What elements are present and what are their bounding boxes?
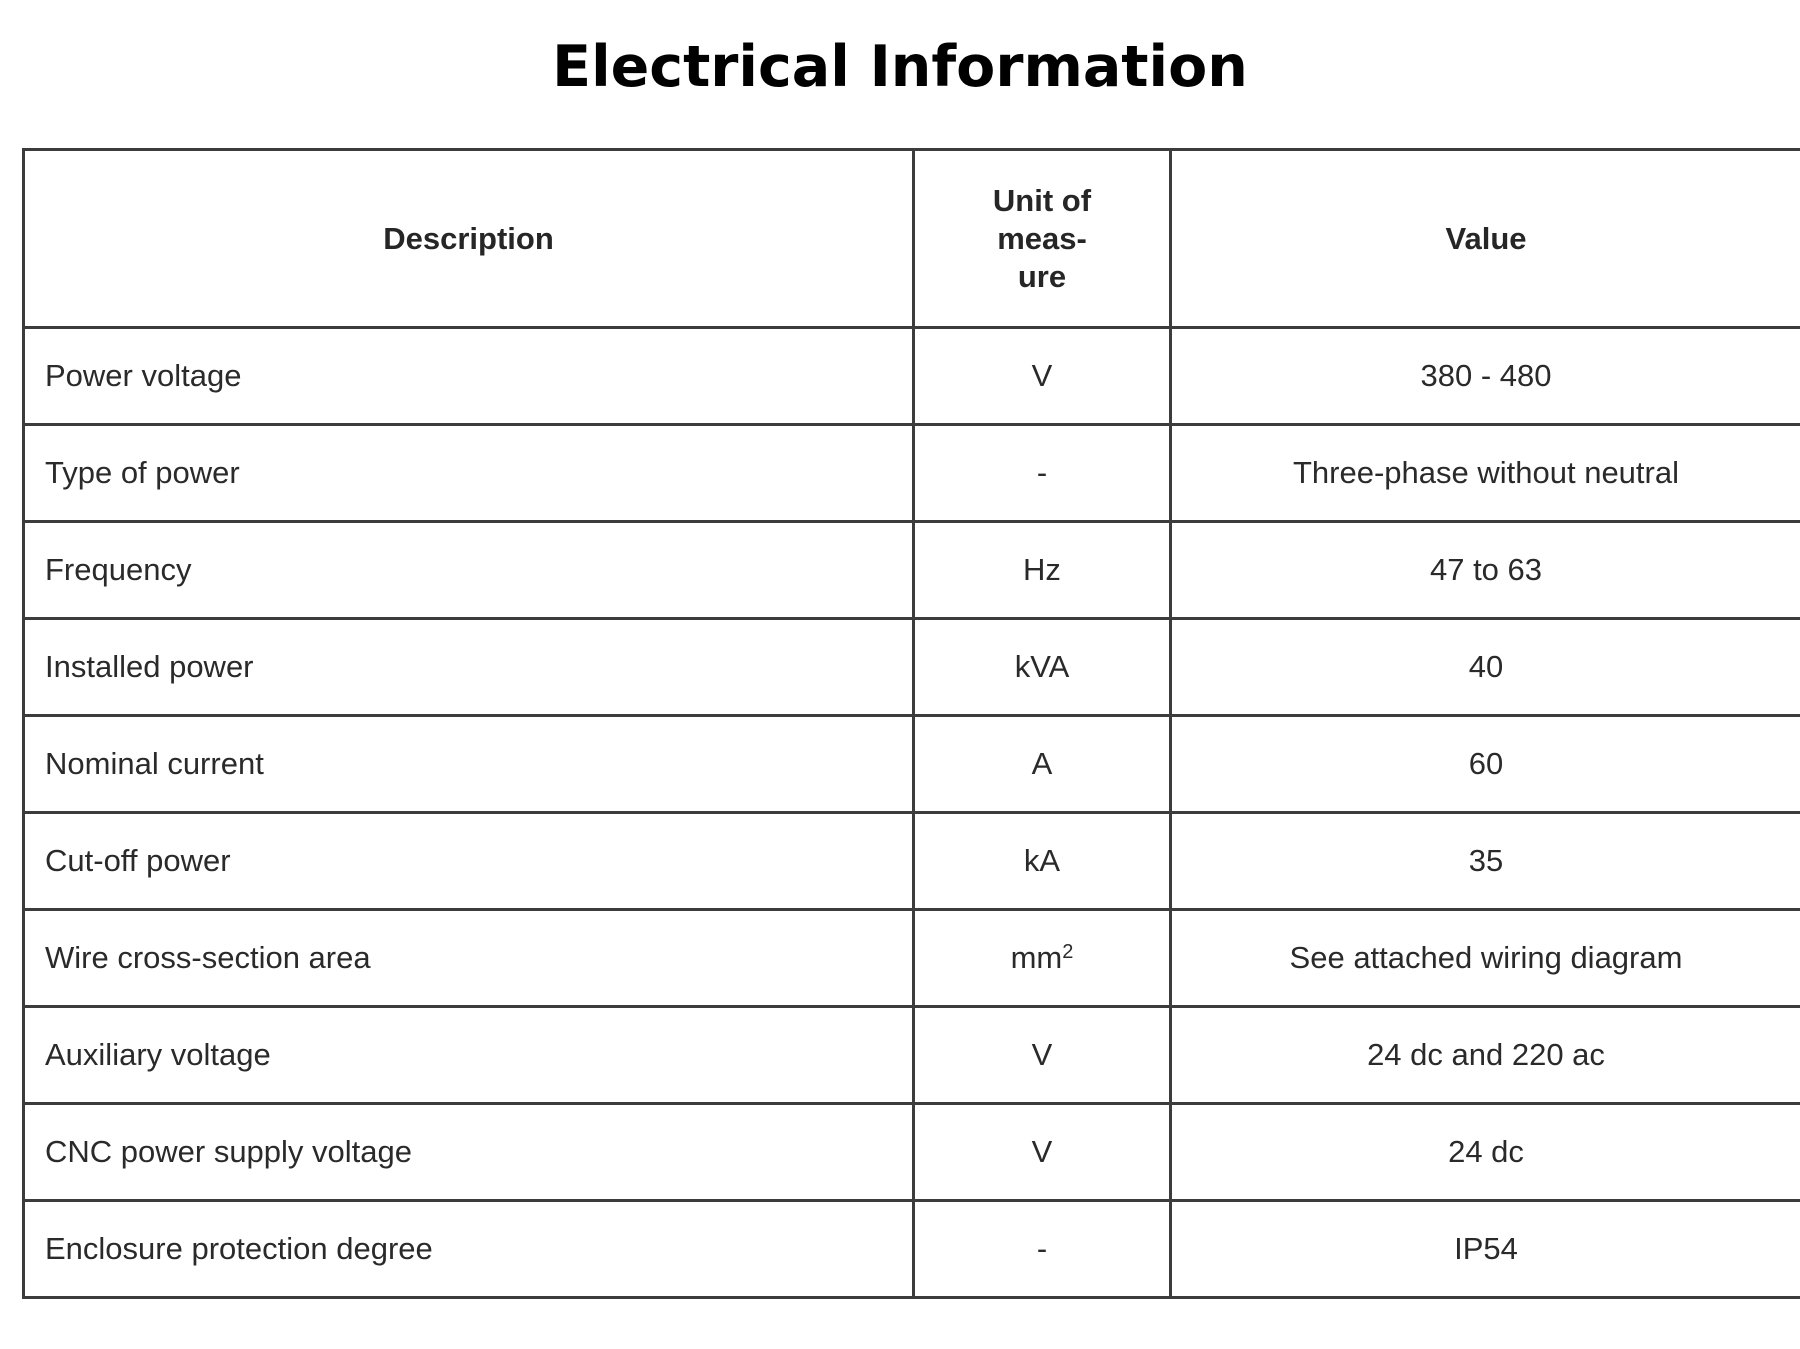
row-unit: V — [914, 1104, 1171, 1201]
header-value: Value — [1171, 150, 1800, 328]
row-value: 40 — [1171, 619, 1800, 716]
row-unit: A — [914, 716, 1171, 813]
row-unit: V — [914, 328, 1171, 425]
row-unit: kVA — [914, 619, 1171, 716]
electrical-info-table — [22, 148, 1800, 1299]
row-unit: V — [914, 1007, 1171, 1104]
table-row — [24, 425, 1800, 522]
header-unit — [914, 150, 1171, 328]
row-value: 24 dc and 220 ac — [1171, 1007, 1800, 1104]
row-unit: - — [914, 425, 1171, 522]
row-description: Auxiliary voltage — [24, 1007, 914, 1104]
row-unit: - — [914, 1201, 1171, 1298]
unit-superscript: 2 — [1062, 941, 1074, 963]
table-row — [24, 1201, 1800, 1298]
row-value: 47 to 63 — [1171, 522, 1800, 619]
row-value: 60 — [1171, 716, 1800, 813]
header-unit-line-3: ure — [1017, 258, 1067, 294]
table-row — [24, 522, 1800, 619]
table-row — [24, 813, 1800, 910]
row-value: 35 — [1171, 813, 1800, 910]
header-description: Description — [24, 150, 914, 328]
row-unit: kA — [914, 813, 1171, 910]
table-header-row — [24, 150, 1800, 328]
table-row — [24, 1104, 1800, 1201]
table-row — [24, 619, 1800, 716]
row-value: IP54 — [1171, 1201, 1800, 1298]
table-row — [24, 716, 1800, 813]
row-description: Frequency — [24, 522, 914, 619]
row-description: Nominal current — [24, 716, 914, 813]
table-row — [24, 328, 1800, 425]
row-description: Cut-off power — [24, 813, 914, 910]
row-description: Type of power — [24, 425, 914, 522]
row-value: 380 - 480 — [1171, 328, 1800, 425]
header-unit-line-1: Unit of — [992, 182, 1092, 218]
page-title: Electrical Information — [552, 34, 1248, 100]
row-description: Wire cross-section area — [24, 910, 914, 1007]
table-row — [24, 1007, 1800, 1104]
row-unit: Hz — [914, 522, 1171, 619]
row-value: Three-phase without neutral — [1171, 425, 1800, 522]
row-description: Enclosure protection degree — [24, 1201, 914, 1298]
row-value: See attached wiring diagram — [1171, 910, 1800, 1007]
header-unit-line-2: meas- — [997, 220, 1087, 256]
unit-base: mm — [1010, 940, 1063, 975]
row-description: Power voltage — [24, 328, 914, 425]
row-description: CNC power supply voltage — [24, 1104, 914, 1201]
row-unit — [914, 910, 1171, 1007]
row-value: 24 dc — [1171, 1104, 1800, 1201]
row-description: Installed power — [24, 619, 914, 716]
table-row — [24, 910, 1800, 1007]
